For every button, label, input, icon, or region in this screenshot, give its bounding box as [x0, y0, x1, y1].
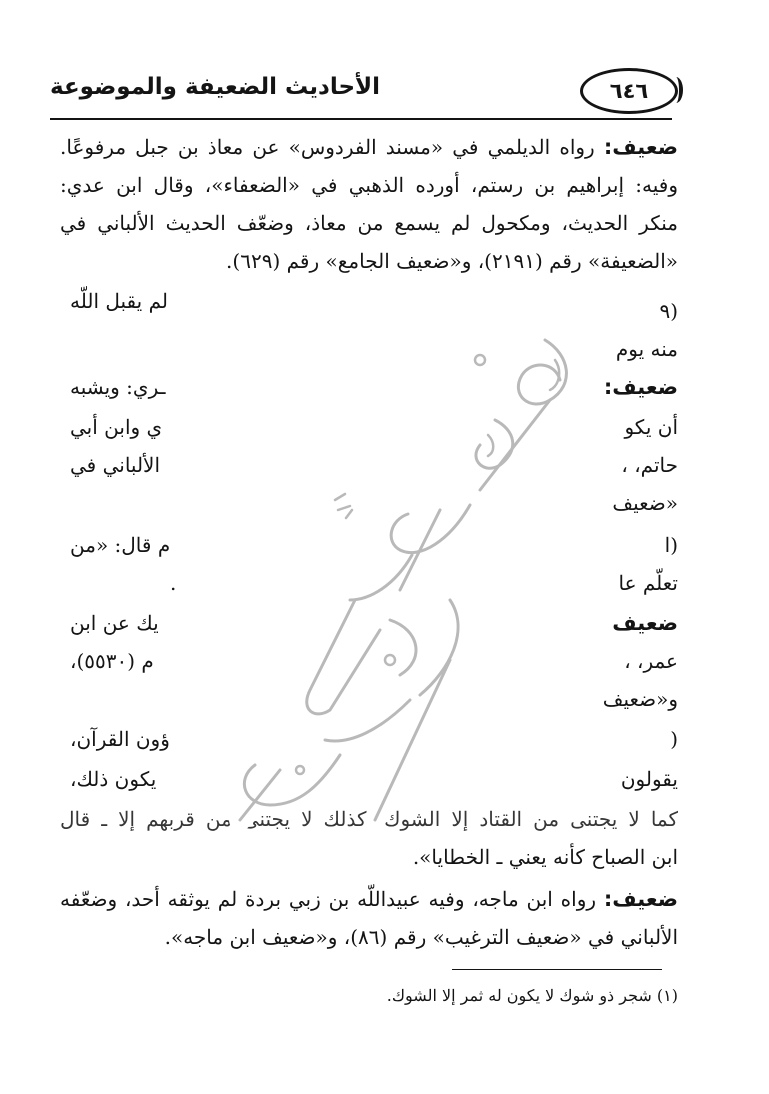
text-line: «الضعيفة» رقم (٢١٩١)، و«ضعيف الجامع» رقم (٦٢٩). — [226, 249, 678, 273]
page-number: ٦٤٦ — [580, 68, 678, 114]
header-rule — [50, 118, 672, 120]
text-fragment: م قال: «من — [70, 533, 171, 557]
text-fragment: يك عن ابن — [70, 611, 159, 635]
text-line: الألباني في «ضعيف الترغيب» رقم (٨٦)، و«ضعيف ابن ماجه». — [164, 925, 678, 949]
text-fragment: منه يوم — [615, 337, 678, 361]
grade-keyword: ضعيف: — [603, 375, 678, 399]
text-fragment: يقولون — [620, 767, 678, 791]
text-line — [60, 880, 678, 918]
text-fragment: ي وابن أبي — [70, 415, 163, 439]
text-fragment: ـري: ويشبه — [70, 375, 166, 399]
footnote-rule — [452, 969, 662, 970]
text-line — [60, 128, 678, 166]
text-line: كما لا يجتنى من القتاد إلا الشوك، كذلك لا يجتنى من قربهم إلا ـ قال — [60, 807, 678, 831]
text-line: وفيه: إبراهيم بن رستم، أورده الذهبي في «الضعفاء»، وقال ابن عدي: — [60, 173, 678, 197]
text-fragment: حاتم، ، — [621, 453, 678, 477]
text-fragment: و«ضعيف — [602, 687, 678, 711]
page-header — [50, 66, 678, 112]
text-fragment: م (٥٥٣٠)، — [70, 649, 154, 673]
running-title: الأحاديث الضعيفة والموضوعة — [50, 74, 381, 100]
grade-keyword: ضعيف — [612, 611, 678, 635]
footnote: (١) شجر ذو شوك لا يكون له ثمر إلا الشوك. — [386, 986, 678, 1005]
text-fragment: (٩ — [659, 299, 678, 323]
line-text: رواه الديلمي في «مسند الفردوس» عن معاذ بن جبل مرفوعًا. — [60, 135, 595, 159]
text-fragment: أن يكو — [624, 415, 678, 439]
text-fragment: «ضعيف — [612, 491, 678, 515]
watermark-strokes — [240, 340, 566, 820]
text-fragment: لم يقبل اللّه — [70, 289, 168, 313]
text-line: ابن الصباح كأنه يعني ـ الخطايا». — [412, 845, 678, 869]
line-text: رواه ابن ماجه، وفيه عبيداللّه بن زبي بردة لم يوثقه أحد، وضعّفه — [60, 887, 597, 911]
text-line: منكر الحديث، ومكحول لم يسمع من معاذ، وضعّف الحديث الألباني في — [60, 211, 678, 235]
grade-keyword: ضعيف: — [603, 887, 678, 911]
text-fragment: ؤون القرآن، — [70, 727, 170, 751]
text-fragment: . — [170, 571, 177, 595]
grade-keyword: ضعيف: — [603, 135, 678, 159]
text-fragment: ( — [670, 727, 678, 751]
text-fragment: تعلّم عا — [618, 571, 678, 595]
text-fragment: (ا — [664, 533, 678, 557]
text-fragment: عمر، ، — [624, 649, 678, 673]
text-fragment: الألباني في — [70, 453, 161, 477]
text-fragment: يكون ذلك، — [70, 767, 157, 791]
